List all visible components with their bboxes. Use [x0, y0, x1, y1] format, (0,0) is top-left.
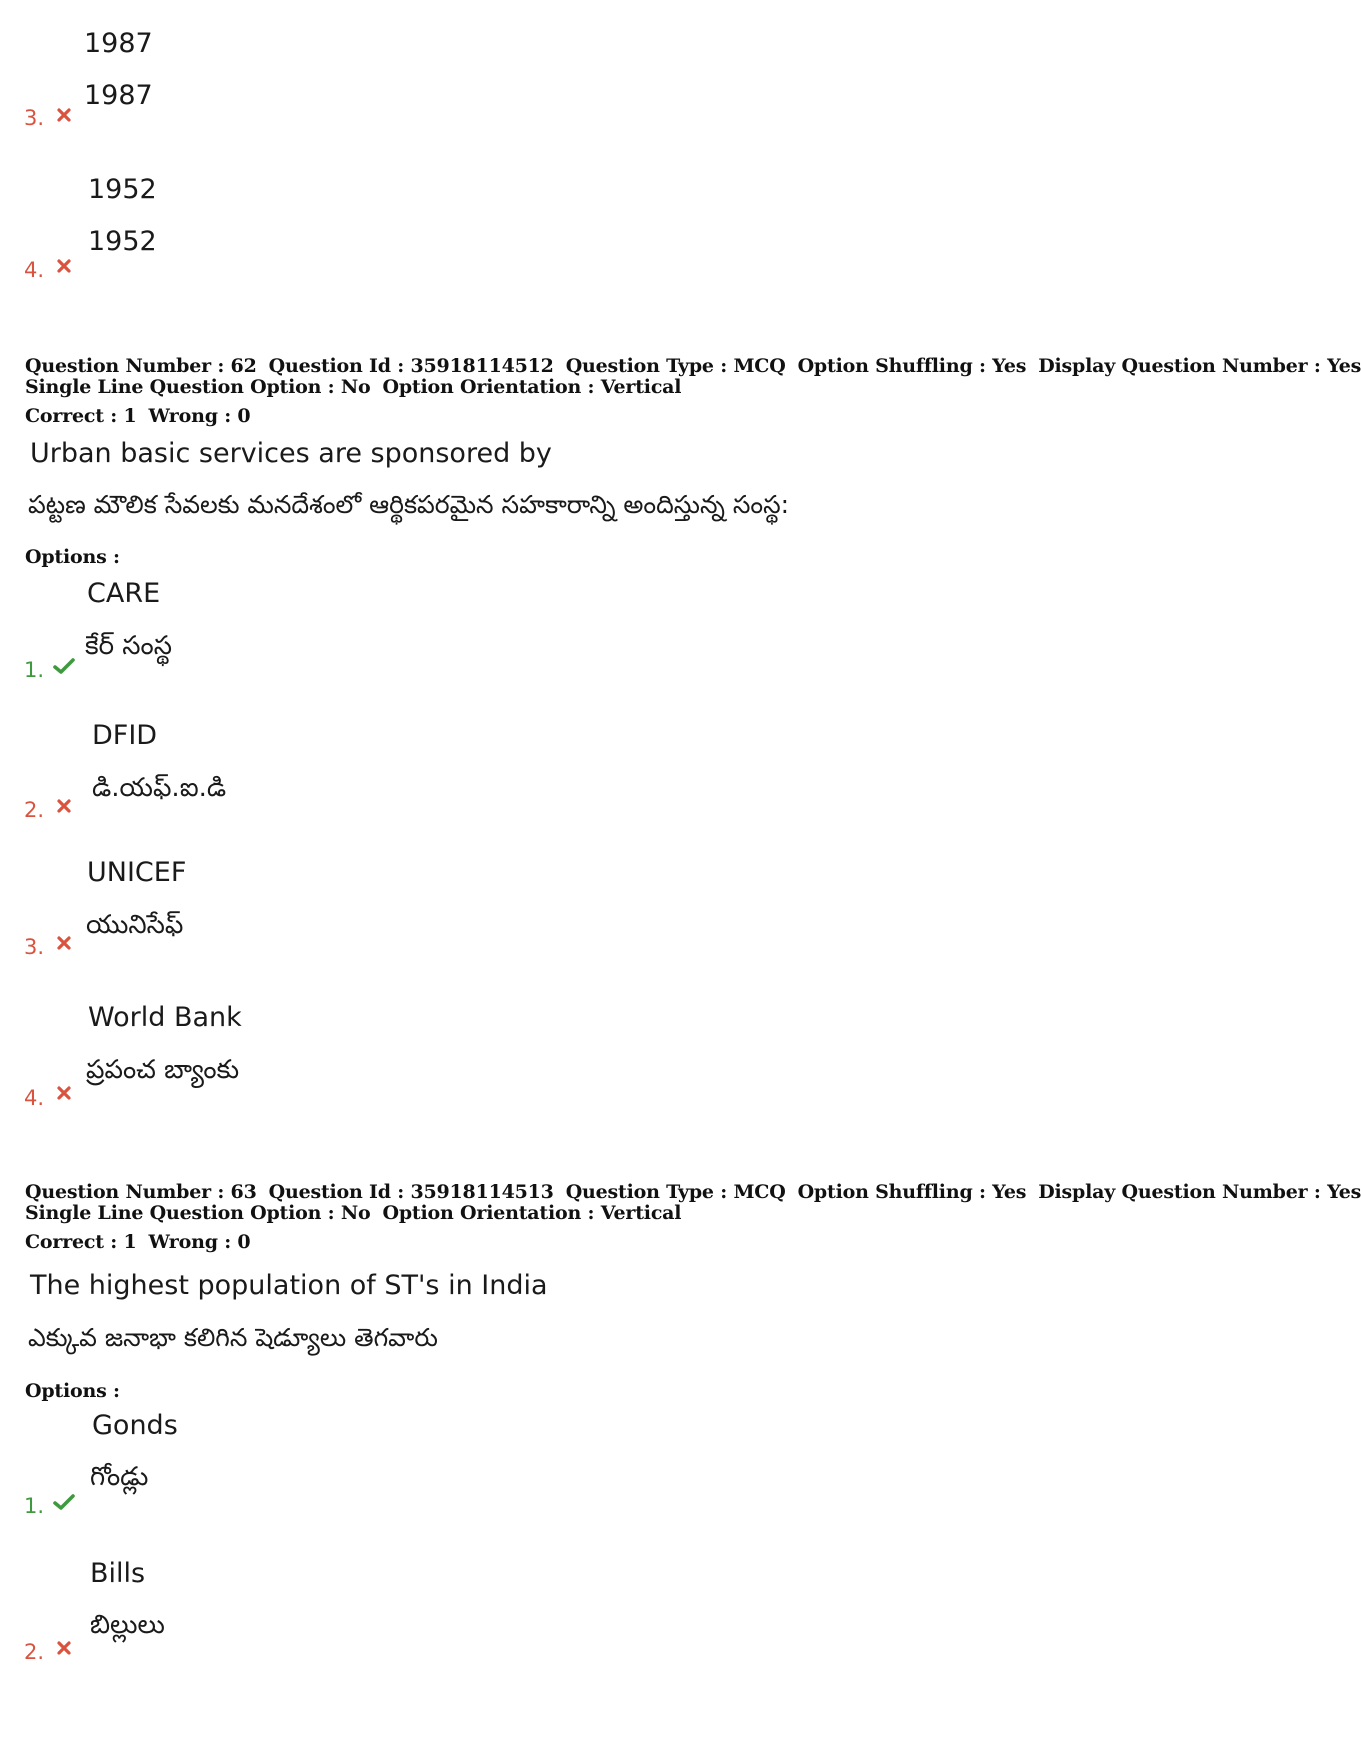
wrong-cross-icon [55, 257, 73, 275]
marks-wrong: Wrong : 0 [148, 405, 251, 427]
marks-correct: Correct : 1 [25, 1231, 137, 1253]
meta-question-type: Question Type : MCQ [565, 1181, 786, 1203]
option-english: CARE [87, 578, 161, 609]
question-meta-line1 [25, 1181, 1361, 1203]
meta-option-orientation: Option Orientation : Vertical [382, 1202, 682, 1224]
wrong-cross-icon [55, 106, 73, 124]
option-local: కేర్ సంస్థ [85, 631, 172, 661]
option-number: 2. [24, 798, 45, 822]
question-marks [25, 1231, 250, 1253]
option-number: 1. [24, 1494, 45, 1518]
question-marks [25, 405, 250, 427]
question-text-telugu: ఎక్కువ జనాభా కలిగిన షెడ్యూలు తెగవారు [28, 1323, 438, 1352]
correct-check-icon [52, 1492, 76, 1512]
option-number: 3. [24, 106, 45, 130]
meta-display-question-number: Display Question Number : Yes [1038, 355, 1361, 377]
option-local: బిల్లులు [90, 1610, 165, 1640]
meta-question-type: Question Type : MCQ [565, 355, 786, 377]
option-number: 1. [24, 658, 45, 682]
option-local: యునిసేఫ్ [86, 910, 184, 940]
option-number: 3. [24, 935, 45, 959]
option-english: Gonds [92, 1410, 178, 1441]
option-local: గోండ్లు [90, 1462, 149, 1492]
question-meta-line1 [25, 355, 1361, 377]
wrong-cross-icon [55, 1639, 73, 1657]
option-english: Bills [90, 1558, 146, 1589]
option-english: DFID [92, 720, 158, 751]
meta-question-number: Question Number : 62 [25, 355, 257, 377]
marks-wrong: Wrong : 0 [148, 1231, 251, 1253]
options-label: Options : [25, 1380, 120, 1402]
question-meta-line2 [25, 376, 681, 398]
meta-question-id: Question Id : 35918114512 [268, 355, 554, 377]
option-english: UNICEF [87, 857, 187, 888]
option-local: 1952 [88, 226, 157, 257]
meta-option-orientation: Option Orientation : Vertical [382, 376, 682, 398]
meta-display-question-number: Display Question Number : Yes [1038, 1181, 1361, 1203]
option-local: 1987 [84, 80, 153, 111]
question-text-english: The highest population of ST's in India [30, 1270, 548, 1301]
option-number: 4. [24, 258, 45, 282]
wrong-cross-icon [55, 1084, 73, 1102]
meta-single-line-option: Single Line Question Option : No [25, 1202, 371, 1224]
option-english: World Bank [88, 1002, 242, 1033]
meta-question-number: Question Number : 63 [25, 1181, 257, 1203]
wrong-cross-icon [55, 934, 73, 952]
option-local: డి.యఫ్.ఐ.డి [92, 773, 227, 803]
question-meta-line2 [25, 1202, 681, 1224]
option-local: ప్రపంచ బ్యాంకు [86, 1055, 240, 1085]
meta-question-id: Question Id : 35918114513 [268, 1181, 554, 1203]
option-number: 4. [24, 1086, 45, 1110]
option-english: 1952 [88, 174, 157, 205]
option-number: 2. [24, 1640, 45, 1664]
correct-check-icon [52, 656, 76, 676]
meta-option-shuffling: Option Shuffling : Yes [797, 1181, 1027, 1203]
question-text-telugu: పట్టణ మౌలిక సేవలకు మనదేశంలో ఆర్థికపరమైన సహకారాన్ని అందిస్తున్న సంస్థ: [28, 490, 790, 519]
meta-single-line-option: Single Line Question Option : No [25, 376, 371, 398]
question-text-english: Urban basic services are sponsored by [30, 438, 552, 469]
marks-correct: Correct : 1 [25, 405, 137, 427]
wrong-cross-icon [55, 797, 73, 815]
options-label: Options : [25, 546, 120, 568]
option-english: 1987 [84, 28, 153, 59]
meta-option-shuffling: Option Shuffling : Yes [797, 355, 1027, 377]
